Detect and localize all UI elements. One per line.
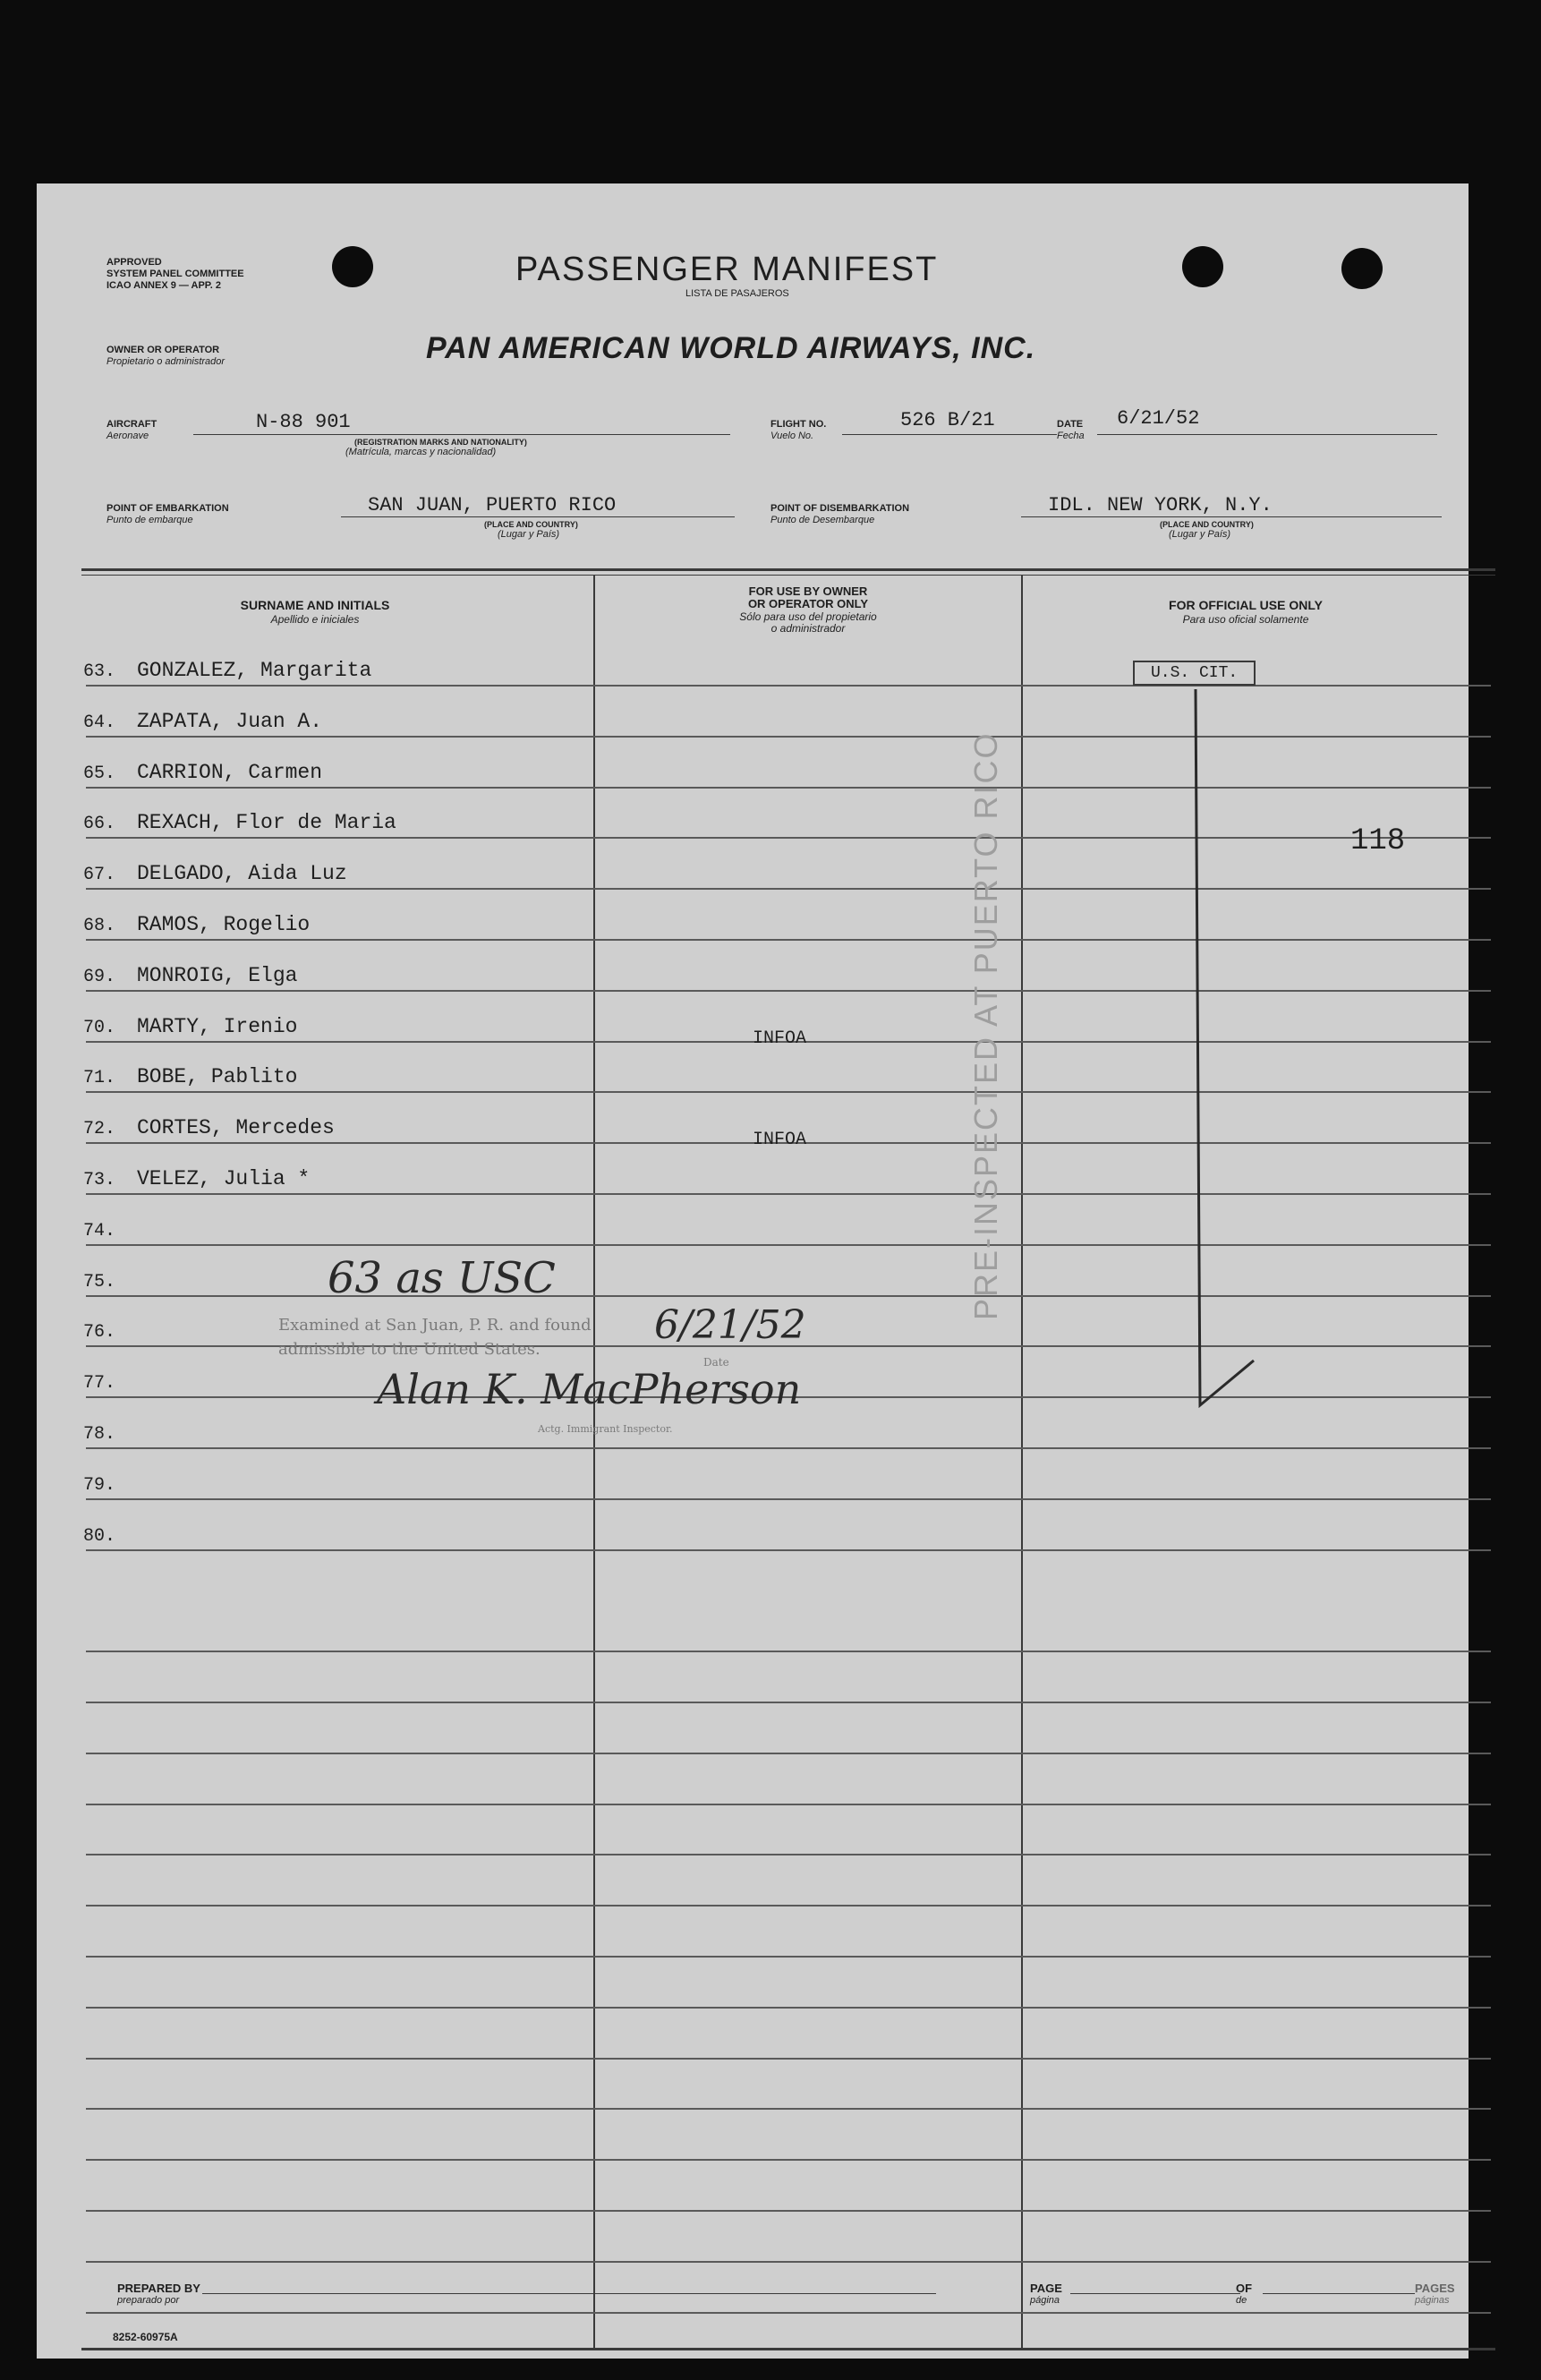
approved-line-2: SYSTEM PANEL COMMITTEE [106, 269, 244, 279]
row-number: 78. [83, 1424, 116, 1445]
row-number: 66. [83, 814, 116, 835]
row-number: 71. [83, 1068, 116, 1089]
row-number: 73. [83, 1170, 116, 1190]
date-underline [1097, 434, 1437, 435]
handwritten-count: 63 as USC [328, 1253, 556, 1303]
pages-label: PAGES [1415, 2282, 1455, 2295]
punch-hole [1341, 248, 1383, 289]
flight-underline [842, 434, 1057, 435]
registration-caption: (REGISTRATION MARKS AND NATIONALITY) [354, 438, 527, 447]
blank-row-line [86, 2261, 1491, 2263]
table-bottom-rule [81, 2348, 1495, 2350]
blank-row-line [86, 1804, 1491, 1805]
owner-value: PAN AMERICAN WORLD AIRWAYS, INC. [426, 331, 1036, 365]
passenger-count: 118 [1350, 824, 1406, 858]
row-number: 65. [83, 763, 116, 784]
aircraft-label: AIRCRAFT [106, 419, 158, 430]
approved-line-3: ICAO ANNEX 9 — APP. 2 [106, 280, 221, 291]
row-number: 76. [83, 1322, 116, 1344]
approved-line-1: APPROVED [106, 257, 162, 268]
col2-sub1: Sólo para uso del propietario [739, 610, 877, 623]
row-number: 72. [83, 1119, 116, 1140]
operator-note: INFOA [753, 1028, 807, 1049]
blank-row-line [86, 2312, 1491, 2314]
table-top-rule-thin [81, 575, 1495, 576]
row-number: 75. [83, 1271, 116, 1292]
flight-value: 526 B/21 [900, 409, 995, 431]
page-title: PASSENGER MANIFEST [515, 251, 939, 288]
punch-hole [1182, 246, 1223, 287]
row-number: 80. [83, 1525, 116, 1547]
inspector-signature: Alan K. MacPherson [377, 1365, 802, 1413]
disembark-caption-es: (Lugar y País) [1169, 529, 1231, 540]
blank-row-line [86, 2007, 1491, 2009]
row-number: 70. [83, 1017, 116, 1038]
inspection-date-label: Date [703, 1356, 729, 1369]
operator-note: INFOA [753, 1130, 807, 1151]
row-number: 74. [83, 1220, 116, 1241]
embark-value: SAN JUAN, PUERTO RICO [368, 494, 617, 516]
row-line [86, 1549, 1491, 1551]
passenger-name: CORTES, Mercedes [137, 1116, 335, 1140]
date-label: DATE [1057, 419, 1084, 430]
disembark-caption: (PLACE AND COUNTRY) [1160, 520, 1254, 529]
passenger-name: REXACH, Flor de Maria [137, 811, 396, 835]
row-number: 68. [83, 916, 116, 936]
passenger-name: DELGADO, Aida Luz [137, 862, 347, 886]
prepared-label: PREPARED BY [117, 2282, 200, 2295]
blank-row-line [86, 2159, 1491, 2161]
blank-row-line [86, 2058, 1491, 2060]
col3-title: FOR OFFICIAL USE ONLY [1169, 598, 1323, 612]
passenger-name: GONZALEZ, Margarita [137, 659, 372, 682]
passenger-name: MONROIG, Elga [137, 963, 298, 987]
col2-line1: FOR USE BY OWNER [748, 584, 868, 598]
form-number: 8252-60975A [113, 2331, 178, 2343]
page-underline [1070, 2293, 1240, 2294]
blank-row-line [86, 1905, 1491, 1907]
passenger-name: VELEZ, Julia * [137, 1167, 311, 1190]
embark-caption: (PLACE AND COUNTRY) [484, 520, 578, 529]
inspector-title: Actg. Immigrant Inspector. [538, 1423, 673, 1435]
embark-caption-es: (Lugar y País) [498, 529, 560, 540]
passenger-name: BOBE, Pablito [137, 1065, 298, 1089]
blank-row-line [86, 1956, 1491, 1958]
passenger-name: MARTY, Irenio [137, 1014, 298, 1038]
disembark-label-es: Punto de Desembarque [770, 515, 875, 525]
flight-label-es: Vuelo No. [770, 431, 814, 441]
inspection-stamp-line2: admissible to the United States. [278, 1340, 541, 1359]
passenger-name: ZAPATA, Juan A. [137, 709, 323, 733]
disembark-label: POINT OF DISEMBARKATION [770, 503, 910, 514]
page-label: PAGE [1030, 2282, 1062, 2295]
us-cit-stamp: U.S. CIT. [1133, 661, 1256, 686]
prepared-underline [202, 2293, 936, 2294]
row-number: 77. [83, 1373, 116, 1395]
row-line [86, 1498, 1491, 1500]
page-title-es: LISTA DE PASAJEROS [685, 288, 789, 299]
prepared-label-es: preparado por [117, 2295, 180, 2306]
row-number: 63. [83, 661, 116, 682]
inspection-stamp-line1: Examined at San Juan, P. R. and found [278, 1316, 592, 1335]
of-underline [1263, 2293, 1415, 2294]
row-number: 69. [83, 966, 116, 987]
passenger-name: CARRION, Carmen [137, 760, 323, 784]
blank-row-line [86, 2210, 1491, 2212]
registration-caption-es: (Matrícula, marcas y nacionalidad) [345, 447, 497, 457]
blank-row-line [86, 1651, 1491, 1652]
col1-sub: Apellido e iniciales [270, 613, 360, 626]
date-value: 6/21/52 [1117, 407, 1200, 430]
blank-row-line [86, 1854, 1491, 1855]
blank-row-line [86, 1753, 1491, 1754]
row-number: 79. [83, 1474, 116, 1496]
disembark-value: IDL. NEW YORK, N.Y. [1048, 494, 1273, 516]
col3-sub: Para uso oficial solamente [1182, 613, 1309, 626]
owner-label-es: Propietario o administrador [106, 356, 226, 367]
blank-row-line [86, 1702, 1491, 1703]
aircraft-label-es: Aeronave [106, 431, 149, 441]
punch-hole [332, 246, 373, 287]
row-number: 64. [83, 712, 116, 733]
table-top-rule [81, 568, 1495, 571]
of-label: OF [1236, 2282, 1253, 2295]
col2-sub2: o administrador [770, 622, 846, 635]
column-divider-2 [1021, 575, 1023, 2349]
blank-row-line [86, 2108, 1491, 2110]
embark-label: POINT OF EMBARKATION [106, 503, 229, 514]
column-divider-1 [593, 575, 595, 2349]
embark-underline [341, 516, 735, 517]
pages-label-es: páginas [1415, 2295, 1450, 2306]
aircraft-underline [193, 434, 730, 435]
pre-inspected-stamp: PRE-INSPECTED AT PUERTO RICO [967, 731, 1004, 1320]
owner-label: OWNER OR OPERATOR [106, 345, 220, 355]
flight-label: FLIGHT NO. [770, 419, 827, 430]
col2-line2: OR OPERATOR ONLY [747, 597, 869, 610]
date-label-es: Fecha [1057, 431, 1085, 441]
row-number: 67. [83, 865, 116, 886]
col1-title: SURNAME AND INITIALS [240, 598, 390, 612]
passenger-name: RAMOS, Rogelio [137, 913, 311, 936]
disembark-underline [1021, 516, 1442, 517]
manifest-sheet [37, 183, 1469, 2359]
aircraft-value: N-88 901 [256, 411, 351, 433]
row-line [86, 1447, 1491, 1449]
of-label-es: de [1236, 2295, 1247, 2306]
official-check-mark [1191, 680, 1290, 1414]
page-label-es: página [1030, 2295, 1060, 2306]
handwritten-date: 6/21/52 [654, 1302, 806, 1348]
embark-label-es: Punto de embarque [106, 515, 193, 525]
